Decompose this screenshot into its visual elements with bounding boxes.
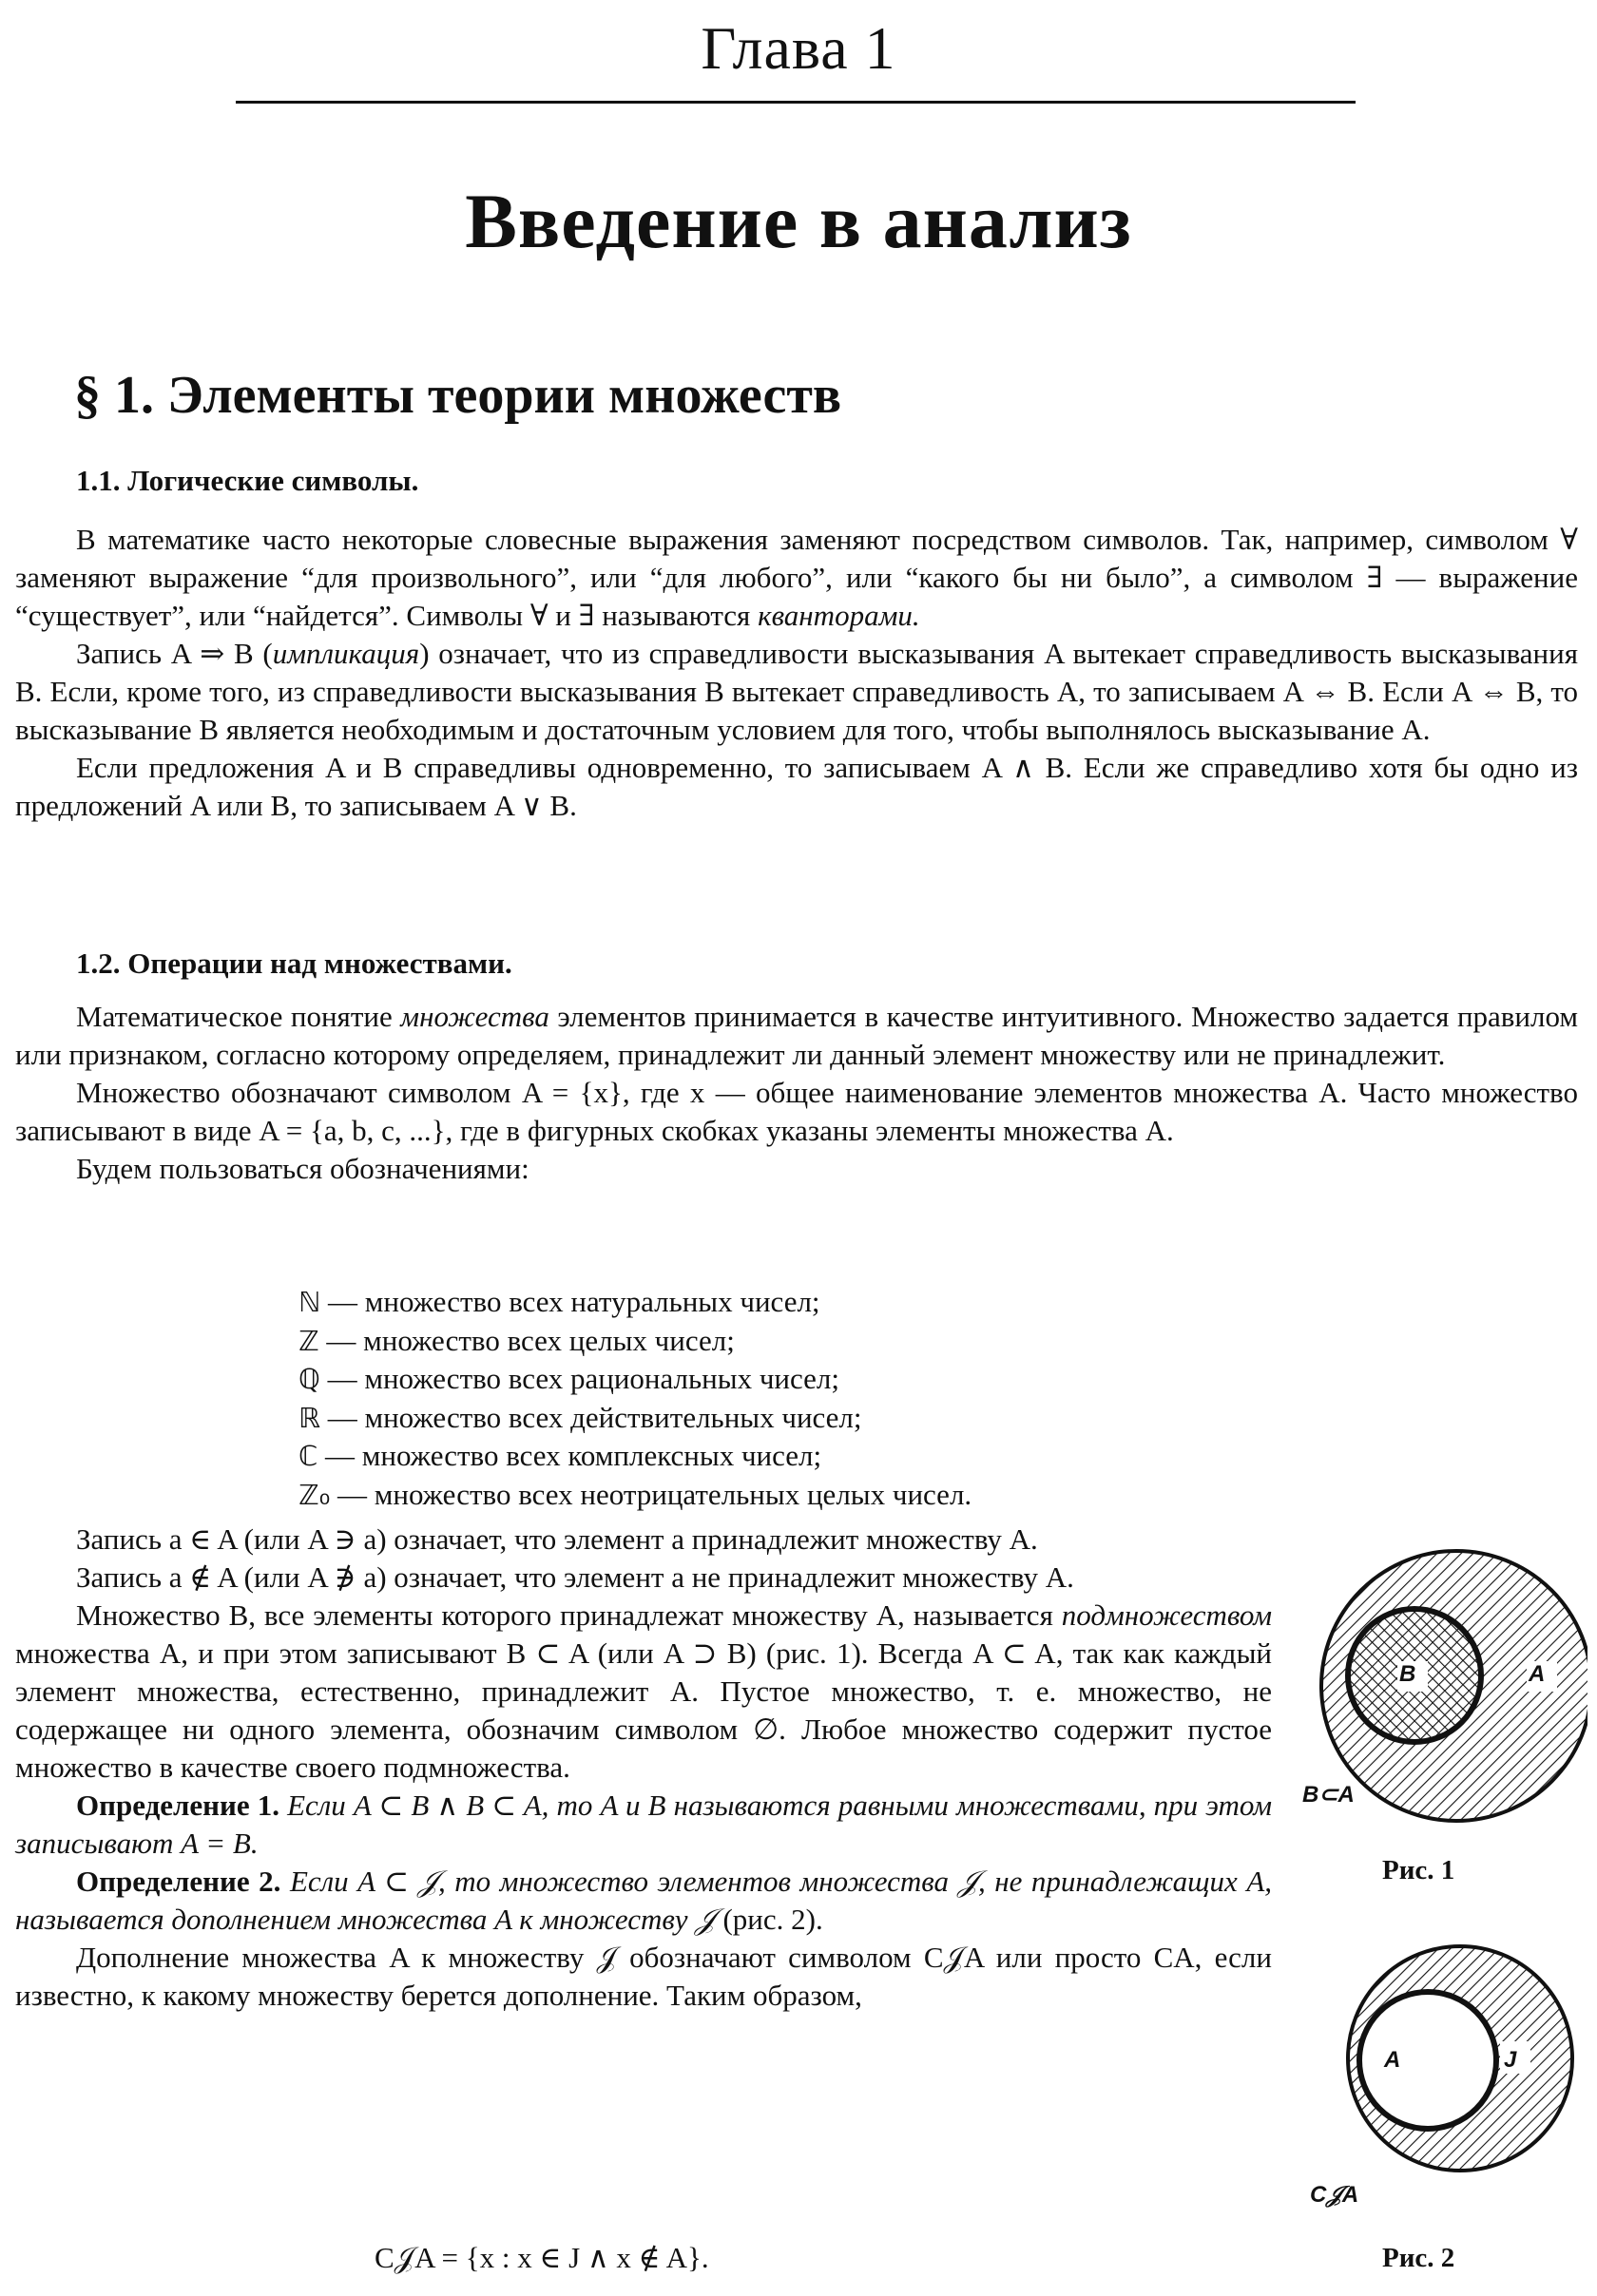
figure-2-caption: Рис. 2	[1382, 2243, 1455, 2273]
figure-2-relation: C𝒥A	[1310, 2182, 1359, 2208]
emphasis: кванторами.	[758, 599, 920, 632]
emphasis: импликация	[272, 637, 420, 670]
set-symbol: ℝ	[298, 1401, 320, 1434]
list-item	[298, 1399, 972, 1438]
set-a-circle	[1359, 1992, 1496, 2129]
definition-text: Если A ⊂ B ∧ B ⊂ A, то A и B называются равными множествами, при этом записывают A = B.	[15, 1789, 1273, 1860]
paragraph-text: Множество B, все элементы которого принадлежат множеству A, называется	[76, 1598, 1053, 1632]
definition-heading: Определение 2.	[76, 1865, 281, 1898]
list-item	[298, 1437, 972, 1476]
definition-heading: Определение 1.	[76, 1789, 279, 1822]
figure-reference: (рис. 2).	[722, 1903, 823, 1936]
paragraph: Дополнение множества A к множеству 𝒥 обозначают символом C𝒥A или просто CA, если известно, к какому множеству берется дополнение. Таким образом,	[15, 1941, 1272, 2012]
paragraph	[15, 635, 1578, 749]
paragraph-text: множества A, и при этом записывают B ⊂ A (или A ⊃ B) (рис. 1). Всегда A ⊂ A, так как каждый элемент множества, естественно, принадлежит A. Пустое множество, т. е. множество, не содержащее ни одного элемента, обозначим символом ∅. Любое множество содержит пустое множество в качестве своего подмножества.	[15, 1636, 1272, 1784]
paragraph	[15, 521, 1578, 635]
paragraph	[15, 998, 1578, 1074]
chapter-title: Введение в анализ	[465, 178, 1132, 264]
subsection-1-1-body	[15, 521, 1578, 825]
emphasis: множества	[400, 1000, 549, 1033]
paragraph: Запись a ∈ A (или A ∋ a) означает, что элемент a принадлежит множеству A.	[76, 1522, 1038, 1556]
figure-1-relation: B⊂A	[1302, 1782, 1355, 1808]
list-item	[298, 1283, 972, 1322]
paragraph	[15, 1597, 1272, 1787]
set-description: — множество всех целых чисел;	[326, 1323, 735, 1357]
subsection-heading-1-2: 1.2. Операции над множествами.	[76, 947, 512, 980]
set-symbol: ℚ	[298, 1363, 320, 1395]
paragraph-text: В математике часто некоторые словесные выражения заменяют посредством символов. Так, например, символом ∀ заменяют выражение “для произвольного”, или “для любого”, или “какого бы ни было”, а символом ∃ — выражение “существует”, или “найдется”. Символы ∀ и ∃ называются	[15, 523, 1578, 632]
figure-1-caption: Рис. 1	[1382, 1855, 1455, 1885]
paragraph: Запись a ∉ A (или A ∌ a) означает, что элемент a не принадлежит множеству A.	[76, 1560, 1074, 1594]
paragraph-text: Математическое понятие	[76, 1000, 393, 1033]
paragraph-text: ) означает, что из справедливости высказывания A вытекает справедливость высказывания B. Если, кроме того, из справедливости высказывания B вытекает справедливость A, то записываем A ⇔ B. Если A ⇔ B, то высказывание B является необходимым и достаточным условием для того, чтобы выполнялось высказывание A.	[15, 637, 1579, 746]
paragraph: Множество обозначают символом A = {x}, где x — общее наименование элементов множества A. Часто множество записывают в виде A = {a, b, c, ...}, где в фигурных скобках указаны элементы множества A.	[15, 1076, 1578, 1147]
definition-2	[15, 1863, 1272, 1939]
set-symbol: ℕ	[298, 1286, 321, 1318]
figure-1-label-a: A	[1529, 1661, 1546, 1687]
set-description: — множество всех комплексных чисел;	[325, 1439, 822, 1472]
set-description: — множество всех натуральных чисел;	[327, 1285, 820, 1318]
set-description: — множество всех рациональных чисел;	[327, 1362, 839, 1395]
list-item	[298, 1360, 972, 1399]
definition-text: Если A ⊂ 𝒥, то множество элементов множества 𝒥, не принадлежащих A, называется дополнением множества A к множеству 𝒥	[15, 1865, 1273, 1936]
paragraph-text: элементов принимается в качестве интуитивного. Множество задается правилом или признаком, согласно которому определяем, принадлежит ли данный элемент множеству или не принадлежит.	[15, 1000, 1579, 1071]
figure-2-label-a: A	[1384, 2047, 1401, 2073]
list-item	[298, 1322, 972, 1361]
figure-2-complement-diagram	[1302, 1939, 1587, 2195]
figure-2-label-j: J	[1504, 2047, 1517, 2073]
set-symbol: ℤ	[298, 1324, 319, 1357]
figure-1-label-b: B	[1399, 1661, 1416, 1687]
set-description: — множество всех действительных чисел;	[327, 1400, 862, 1434]
section-heading: § 1. Элементы теории множеств	[74, 366, 842, 425]
set-description: — множество всех неотрицательных целых чисел.	[337, 1477, 972, 1511]
set-symbol: ℂ	[298, 1440, 318, 1472]
chapter-rule	[236, 101, 1356, 104]
set-symbol: ℤ₀	[298, 1478, 331, 1511]
definition-1	[15, 1787, 1272, 1863]
paragraph: Будем пользоваться обозначениями:	[76, 1152, 529, 1185]
list-item	[298, 1476, 972, 1515]
emphasis: подмножеством	[1061, 1598, 1272, 1632]
subsection-heading-1-1: 1.1. Логические символы.	[76, 464, 419, 497]
membership-definitions	[15, 1521, 1272, 2015]
paragraph-text: Запись A ⇒ B (	[76, 637, 273, 670]
paragraph: Если предложения A и B справедливы одновременно, то записываем A ∧ B. Если же справедливо хотя бы одно из предложений A или B, то записываем A ∨ B.	[15, 751, 1578, 822]
subsection-1-2-body	[15, 998, 1578, 1188]
chapter-label: Глава 1	[701, 14, 896, 82]
number-sets-list	[298, 1283, 972, 1514]
complement-formula: C𝒥A = {x : x ∈ J ∧ x ∉ A}.	[375, 2241, 709, 2274]
